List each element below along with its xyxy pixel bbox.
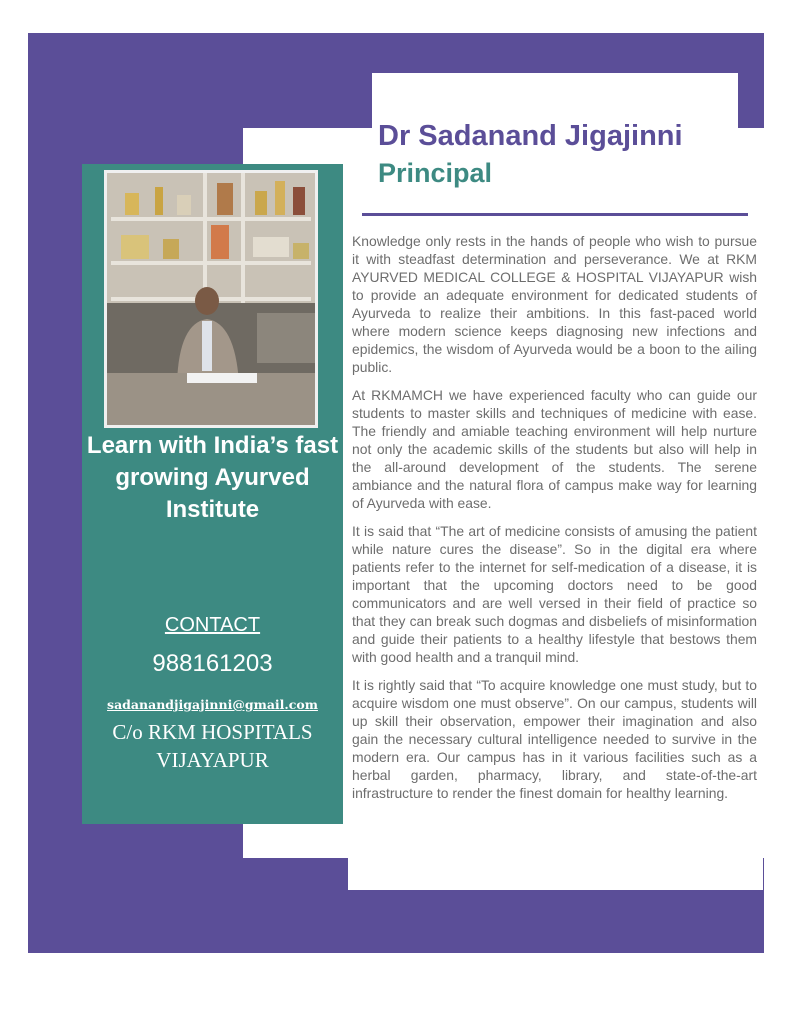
phone-number[interactable]: 988161203 [152,650,273,677]
photo-illustration [107,173,315,425]
contact-heading: CONTACT [164,614,261,636]
divider-stripe [236,128,243,164]
page-subtitle: Principal [378,158,493,188]
address [82,718,343,774]
email-link[interactable]: sadanandjigajinni@gmail.com [107,697,318,712]
paragraph: It is rightly said that “To acquire knowledge one must study, but to acquire wisdom one must observe”. On our campus, students will up skill their observation, empower their imagination and also gain the necessary cultural intelligence needed to survive in the modern era. Our campus has in it various facilities such as a herbal garden, pharmacy, library, and state-of-the-art infrastructure to render the finest domain for healthy learning. [352,677,757,801]
paragraph: At RKMAMCH we have experienced faculty who can guide our students to master skills and techniques of medicine with ease. The friendly and amiable teaching environment will help nurture not only the academic skills of the students but also will help in the all-around development of the students. The serene ambiance and the natural flora of campus make way for learning of Ayurveda with ease. [352,387,757,511]
page-title: Dr Sadanand Jigajinni [378,120,683,152]
address-line-1: C/o RKM HOSPITALS [112,720,313,744]
address-line-2: VIJAYAPUR [156,748,269,772]
title-underline [362,213,748,216]
paragraph: Knowledge only rests in the hands of people who wish to pursue it with steadfast determination and perseverance. We at RKM AYURVED MEDICAL COLLEGE & HOSPITAL VIJAYAPUR wish to provide an adequate environment for dedicated students of Ayurveda to realize their ambitions. In this fast-paced world where modern science keeps diagnosing new infections and epidemics, the wisdom of Ayurveda would be a boon to the ailing public. [352,233,757,375]
divider-stripe [236,824,243,858]
body-text [352,232,757,812]
principal-photo [104,170,318,428]
paragraph: It is said that “The art of medicine consists of amusing the patient while nature cures the disease”. So in the digital era where patients refer to the internet for self-medication of a disease, it is important that the upcoming doctors need to be good communicators and are well versed in their field of practice so that they can break such dogmas and disbeliefs of misinformation and guide their patients to a healthy lifestyle that bestows them with good health and a tranquil mind. [352,523,757,665]
tagline: Learn with India’s fast growing Ayurved Institute [86,432,339,523]
